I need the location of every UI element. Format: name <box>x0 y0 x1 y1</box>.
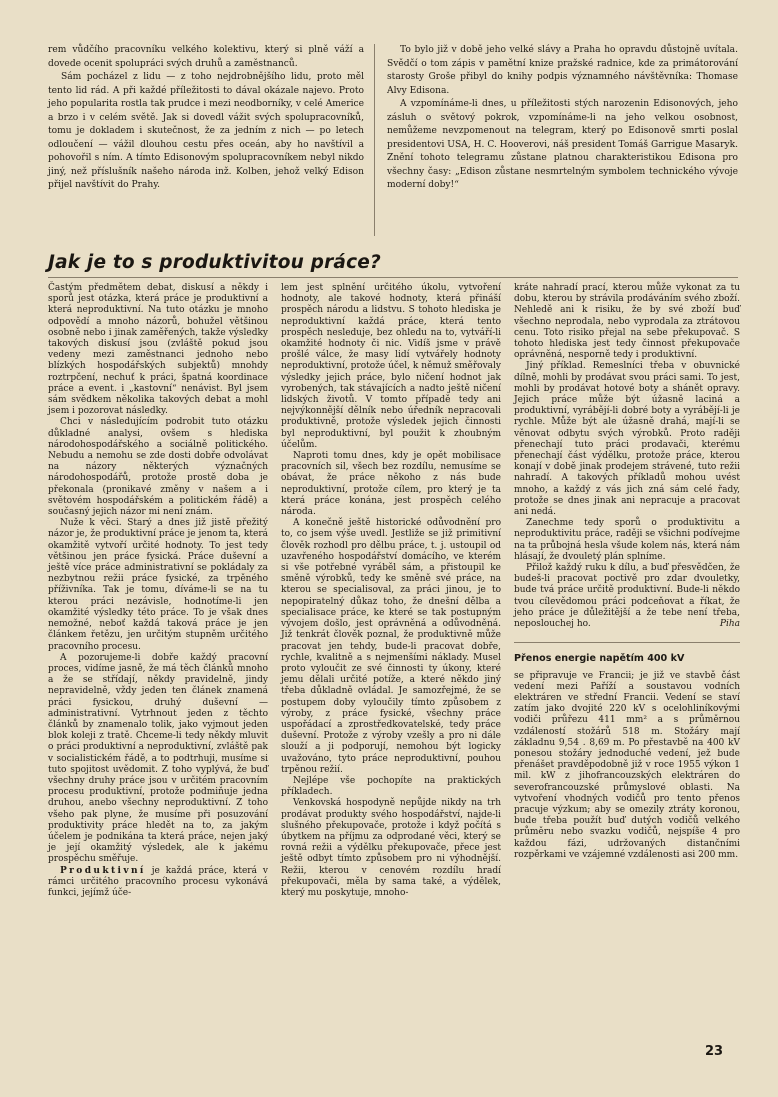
page-number: 23 <box>705 1044 724 1059</box>
paragraph: Venkovská hospodyně nepůjde nikdy na trh prodávat produkty svého hospodářství, najde-li slušného překupovače, protože i když počítá s úbytkem na příjmu za odprodané věci, který se rovná režii a výdělku překupovače, přece jest ještě odbyt tímto způsobem pro ni výhodnější. Režii, kterou v cenovém rozdílu hradí překupovači, měla by sama také, a výdělek, který mu poskytuje, mnoho- <box>281 798 501 898</box>
article-headline: Jak je to s produktivitou práce? <box>48 252 381 273</box>
top-left-column <box>48 44 364 193</box>
paragraph: Chci v následujícím podrobit tuto otázku důkladné analysi, ovšem s hlediska národohospodářského a sociálně politického. Nebudu a nemohu se zde dosti dobře odvolávat na názory některých význačných národohospodářů, protože prostě doba je překonala (pronikavé změny v našem a i světovém hospodářském a politickém řádě) a současný jejich názor mi není znám. <box>48 417 268 518</box>
article-body <box>48 283 743 1048</box>
paragraph <box>48 866 268 900</box>
paragraph: lem jest splnění určitého úkolu, vytvoření hodnoty, ale takové hodnoty, která přináší prospěch národu a lidstvu. S tohoto hlediska je neproduktivní každá práce, která tento prospěch nesleduje, bez ohledu na to, vytváří-li okamžité hodnoty či nic. Vidíš jsme v právě prošlé válce, že masy lidí vytvářely hodnoty neproduktivní, protože účel, k němuž směřovaly výsledky jejich práce, bylo ničení hodnot jak vyrobených, tak stávajících a nadto ještě ničení lidských životů. V tomto případě tedy ani nejvýkonnější dělník nebo úředník nepracovali produktivně, protože výsledek jejich činnosti byl neproduktivní, byl použit k zhoubným účelům. <box>281 283 501 450</box>
top-right-column <box>387 44 738 193</box>
author-signature: Piha <box>719 619 740 630</box>
paragraph: Nuže k věci. Starý a dnes již jistě přežitý názor je, že produktivní práce je jenom ta, která okamžitě vytvoří určité hodnoty. To jest tedy většinou jen práce fysická. Práce duševní a ještě více práce administrativní se pokládaly za nezbytnou režii práce fysické, za trpěného příživníka. Tak je tomu, díváme-li se na tu kterou práci nezávisle, hodnotíme-li jen okamžité výsledky této práce. To je však dnes nemožné, neboť každá taková práce je jen článkem řetězu, jen určitým stupněm určitého pracovního procesu. <box>48 518 268 652</box>
article-column-2 <box>281 283 501 899</box>
top-section <box>48 44 738 239</box>
sidebar-title: Přenos energie napětím 400 kV <box>514 653 685 665</box>
paragraph-text: je každá práce, která v rámci určitého pracovního procesu vykonává funkci, jejímž úče- <box>48 865 268 898</box>
paragraph: kráte nahradí prací, kterou může vykonat za tu dobu, kterou by strávila prodáváním svého zboží. Nehledě ani k risiku, že by své zboží buď všechno neprodala, nebo vyprodala za ztrátovou cenu. Toto risiko přejal na sebe překupovač. S tohoto hlediska jest tedy činnost překupovače oprávněná, nesporně tedy i produktivní. <box>514 283 740 361</box>
paragraph: Častým předmětem debat, diskusí a někdy i sporů jest otázka, která práce je produktivní a která neproduktivní. Na tuto otázku je mnoho odpovědí a mnoho názorů, bohužel většinou osobně nebo i jinak zaměřených, takže výsledky takových diskusí jsou (zvláště pokud jsou vedeny mezi zaměstnanci jednoho nebo blízkých hospodářských subjektů) mnohdy roztrpčení, nechuť k práci, špatná koordinace práce a event. i „kastovní“ nenávist. Byl jsem sám svědkem několika takových debat a mohl jsem i pozorovat následky. <box>48 283 268 417</box>
paragraph: A vzpomínáme-li dnes, u příležitosti stých narozenin Edisonových, jeho zásluh o světový pokrok, vzpomínáme-li na jeho velkou osobnost, nemůžeme nevzpomenout na telegram, který po Edisonově smrti poslal presidentovi USA, H. C. Hooverovi, náš president Tomáš Garrigue Masaryk. Znění tohoto telegramu zůstane platnou charakteristikou Edisona pro všechny časy: „Edison zůstane nesmrtelným symbolem technického vývoje moderní doby!“ <box>387 99 738 191</box>
sidebar-divider <box>514 642 740 643</box>
paragraph: Zanechme tedy sporů o produktivitu a neproduktivitu práce, raději se všichni podívejme na ta průbojná hesla všude kolem nás, která nám hlásají, že dvouletý plán splníme. <box>514 518 740 562</box>
paragraph-text: Přilož každý ruku k dílu, a buď přesvědčen, že budeš-li pracovat poctivě pro zdar dvouletky, bude tvá práce určitě produktivní. Bude-li někdo tvou cílevědomou práci podceňovat a říkat, že jeho práce je důležitější a že tebe není třeba, neposlouchej ho. <box>514 563 740 630</box>
article-column-1 <box>48 283 268 899</box>
emphasized-term: Produktivní <box>60 865 146 876</box>
paragraph: A konečně ještě historické odůvodnění pro to, co jsem výše uvedl. Jestliže se již primitivní člověk rozhodl pro dělbu práce, t. j. ustoupil od uzavřeného hospodářství domácího, ve kterém si vše potřebné vyráběl sám, a přistoupil ke směně výrobků, tedy ke směně své práce, na kterou se specialisoval, za práci jinou, je to nepopiratelný důkaz toho, že dnešní dělba a specialisace práce, ke které se tak postupným vývojem došlo, jest oprávněná a odůvodněná. Již tenkrát člověk poznal, že produktivně může pracovat jen tehdy, bude-li pracovat dobře, rychle, kvalitně a s nejmenšími náklady. Musel proto vyloučit ze své činnosti ty úkony, které jemu dělali určité potíže, a které někdo jiný třeba důkladně ovládal. Je samozřejmé, že se postupem doby vyloučily tímto způsobem z výroby, z práce fysické, všechny práce uspořádací a zprostředkovatelské, tedy práce duševní. Protože z výroby vzešly a pro ni dále slouží a ji podporují, nemohou být logicky uvažováno, tyto práce neproduktivní, pouhou trpěnou režií. <box>281 518 501 775</box>
paragraph: rem vůdčího pracovníku velkého kolektivu, který si plně váží a dovede ocenit spolupráci svých druhů a zaměstnanců. <box>48 45 364 69</box>
paragraph: Naproti tomu dnes, kdy je opět mobilisace pracovních sil, všech bez rozdílu, nemusíme se obávat, že práce někoho z nás bude neproduktivní, protože cílem, pro který je ta která práce konána, jest prospěch celého národa. <box>281 451 501 518</box>
headline-rule <box>48 277 738 278</box>
paragraph <box>514 563 740 630</box>
column-divider <box>374 44 375 236</box>
paragraph: Sám pocházel z lidu — z toho nejdrobnějšího lidu, proto měl tento lid rád. A při každé příležitosti to dával okázale najevo. Proto jeho popularita rostla tak prudce i mezi neodborníky, v celé Americe a brzo i v celém světě. Jak si dovedl vážit svých spolupracovníků, tomu je dokladem i skutečnost, že za jedním z nich — po letech odloučení — vážil dlouhou cestu přes oceán, aby ho navštívil a pohovořil s ním. A tímto Edisonovým spolupracovníkem nebyl nikdo jiný, než příslušník našeho národa inž. Kolben, jehož velký Edison přijel navštívit do Prahy. <box>48 72 364 191</box>
sidebar-text: se připravuje ve Francii; je již ve stavbě část vedení mezi Paříží a soustavou vodních elektráren ve střední Francii. Vedení se staví zatím jako dvojité 220 kV s ocelohliníkovými vodiči průřezu 411 mm² a s průměrnou vzdáleností stožárů 518 m. Stožáry mají základnu 9,54 . 8,69 m. Po přestavbě na 400 kV ponesou stožáry jednoduché vedení, jež bude přenášet pravděpodobně již v roce 1955 výkon 1 mil. kW z jihofrancouzských elektráren do severofrancouzské průmyslové oblasti. Na vytvoření vhodných vodičů pro tento přenos pracuje výzkum; aby se omezily ztráty koronou, bude třeba použít buď dutých vodičů velkého průměru nebo svazku vodičů, nejspíše 4 pro každou fázi, udržovaných distančními rozpěrkami ve vzájemné vzdálenosti asi 200 mm. <box>514 670 740 860</box>
paragraph: Jiný příklad. Remeslníci třeba v obuvnické dílně, mohli by prodávat svou práci sami. To jest, mohli by prodávat hotové boty a shánět opravy. Jejich práce může být úžasně laciná a produktivní, vyrábějí-li dobré boty a vyrábějí-li je rychle. Může být ale úžasně drahá, mají-li se věnovat odbytu svých výrobků. Proto raději přenechají tuto práci prodavači, kterému přenechají část výdělku, protože práce, kterou konají v době jinak prodejem strávené, tuto režii nahradí. A takových příkladů mohou uvést mnoho, a každý z vás jich zná sám celé řady, protože se dnes jinak ani nepracuje a pracovat ani nedá. <box>514 361 740 518</box>
article-column-3 <box>514 283 740 861</box>
paragraph: To bylo již v době jeho velké slávy a Praha ho opravdu důstojně uvítala. Svědčí o tom zápis v pamětní knize pražské radnice, kde za primátorování starosty Groše přibyl do knihy podpis významného návštěvníka: Thomase Alvy Edisona. <box>387 45 738 96</box>
paragraph: Nejlépe vše pochopíte na praktických příkladech. <box>281 775 501 798</box>
paragraph: A pozorujeme-li dobře každý pracovní proces, vidíme jasně, že má těch článků mnoho a že se střídají, někdy pravidelně, jindy nepravidelně, vždy jeden ten článek znamená práci fysickou, druhý duševní — administrativní. Vytrhnout jeden z těchto článků by znamenalo tolik, jako vyjmout jeden blok koleji z tratě. Chceme-li tedy někdy mluvit o práci produktivní a neproduktivní, zvláště pak v socialistickém řádě, a to podtrhuji, musíme si tuto spojitost uvědomit. Z toho vyplývá, že buď všechny druhy práce jsou v určitém pracovním procesu produktivní, protože podmiňuje jedna druhou, anebo všechny neproduktivní. Z toho všeho pak plyne, že musíme při posuzování produktivity práce hledět na to, za jakým účelem je podnikána ta která práce, nejen jaký je její okamžitý výsledek, ale k jakému prospěchu směřuje. <box>48 652 268 865</box>
